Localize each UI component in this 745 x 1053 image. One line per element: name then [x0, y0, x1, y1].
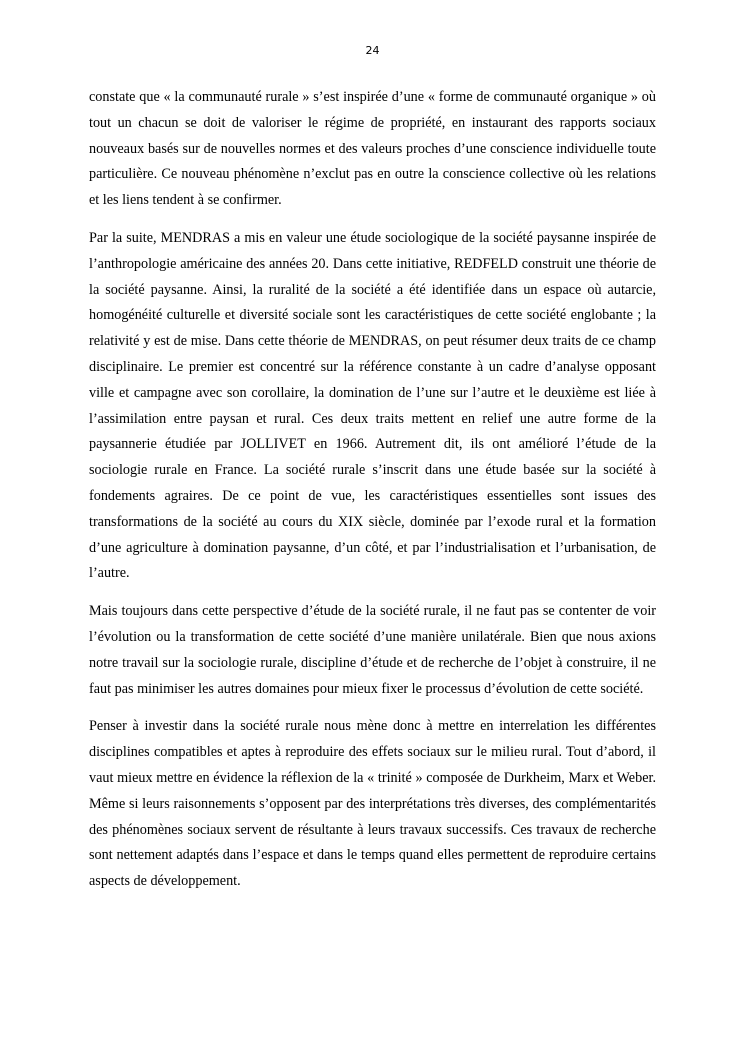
paragraph-4: Penser à investir dans la société rurale nous mène donc à mettre en interrelation les différentes disciplines compatibles et aptes à reproduire des effets sociaux sur le milieu rural. Tout d’abord, il vaut mieux mettre en évidence la réflexion de la « trinité » composée de Durkheim, Marx et Weber. Même si leurs raisonnements s’opposent par des interprétations très diverses, des complémentarités des phénomènes sociaux servent de résultante à leurs travaux successifs. Ces travaux de recherche sont nettement adaptés dans l’espace et dans le temps quand elles permettent de reproduire certains aspects de développement.	[89, 718, 656, 890]
paragraph-3: Mais toujours dans cette perspective d’étude de la société rurale, il ne faut pas se contenter de voir l’évolution ou la transformation de cette société d’une manière unilatérale. Bien que nous axions notre travail sur la sociologie rurale, discipline d’étude et de recherche de l’objet à construire, il ne faut pas minimiser les autres domaines pour mieux fixer le processus d’évolution de cette société.	[89, 603, 656, 697]
page-number: 24	[365, 44, 380, 57]
paragraph-2: Par la suite, MENDRAS a mis en valeur une étude sociologique de la société paysanne inspirée de l’anthropologie américaine des années 20. Dans cette initiative, REDFELD construit une théorie de la société paysanne. Ainsi, la ruralité de la société a été identifiée dans un espace où autarcie, homogénéité culturelle et diversité sociale sont les caractéristiques de cette société englobante ; la relativité y est de mise. Dans cette théorie de MENDRAS, on peut résumer deux traits de ce champ disciplinaire. Le premier est concentré sur la référence constante à un cadre d’analyse opposant ville et campagne avec son corollaire, la domination de l’une sur l’autre et le deuxième est liée à l’assimilation entre paysan et rural. Ces deux traits mettent en relief une autre forme de la paysannerie étudiée par JOLLIVET en 1966. Autrement dit, ils ont amélioré l’étude de la sociologie rurale en France. La société rurale s’inscrit dans une étude basée sur la société à fondements agraires. De ce point de vue, les caractéristiques essentielles sont issues des transformations de la société au cours du XIX siècle, dominée par l’exode rural et la formation d’une agriculture à domination paysanne, d’un côté, et par l’industrialisation et l’urbanisation, de l’autre.	[89, 229, 656, 582]
paragraph-1: constate que « la communauté rurale » s’est inspirée d’une « forme de communauté organique » où tout un chacun se doit de valoriser le régime de propriété, en instaurant des rapports sociaux nouveaux basés sur de nouvelles normes et des valeurs proches d’une conscience individuelle toute particulière. Ce nouveau phénomène n’exclut pas en outre la conscience collective où les relations et les liens tendent à se confirmer.	[89, 89, 656, 209]
body-text	[89, 85, 656, 907]
